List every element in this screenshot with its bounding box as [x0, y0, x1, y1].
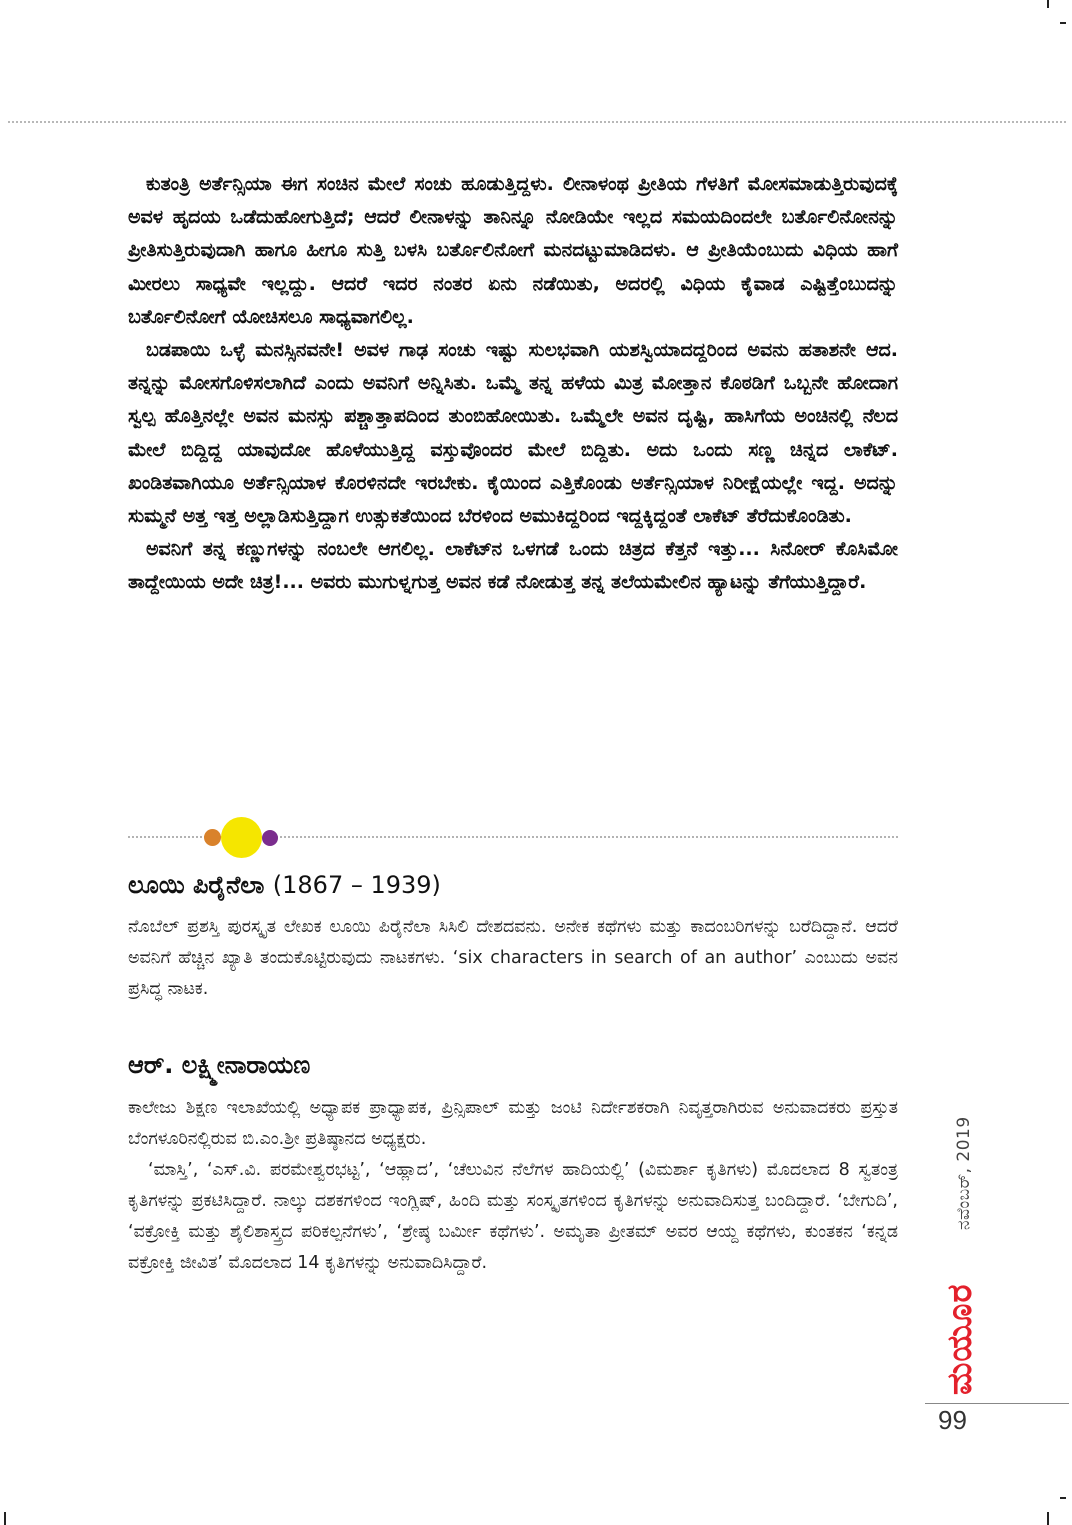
author-heading — [128, 870, 441, 900]
story-text — [128, 168, 898, 600]
magazine-logo: ಮಯೂರ — [940, 1283, 980, 1395]
bio-paragraph: ನೊಬೆಲ್ ಪ್ರಶಸ್ತಿ ಪುರಸ್ಕೃತ ಲೇಖಕ ಲೂಯಿ ಪಿರೈನೆಲಾ ಸಿಸಿಲಿ ದೇಶದವನು. ಅನೇಕ ಕಥೆಗಳು ಮತ್ತು ಕಾದಂಬರಿಗಳನ್ನು ಬರೆದಿದ್ದಾನೆ. ಆದರೆ ಅವನಿಗೆ ಹೆಚ್ಚಿನ ಖ್ಯಾತಿ ತಂದುಕೊಟ್ಟಿರುವುದು ನಾಟಕಗಳು. ‘six characters in search of an author’ ಎಂಬುದು ಅವನ ಪ್ರಸಿದ್ಧ ನಾಟಕ. — [128, 917, 898, 999]
translator-heading — [128, 1050, 310, 1080]
story-paragraph: ಕುತಂತ್ರಿ ಅರ್ತೆನ್ಸಿಯಾ ಈಗ ಸಂಚಿನ ಮೇಲೆ ಸಂಚು ಹೂಡುತ್ತಿದ್ದಳು. ಲೀನಾಳಂಥ ಪ್ರೀತಿಯ ಗೆಳತಿಗೆ ಮೋಸಮಾಡುತ್ತಿರುವುದಕ್ಕೆ ಅವಳ ಹೃದಯ ಒಡೆದುಹೋಗುತ್ತಿದೆ; ಆದರೆ ಲೀನಾಳನ್ನು ತಾನಿನ್ನೂ ನೋಡಿಯೇ ಇಲ್ಲದ ಸಮಯದಿಂದಲೇ ಬರ್ತೊಲಿನೋನನ್ನು ಪ್ರೀತಿಸುತ್ತಿರುವುದಾಗಿ ಹಾಗೂ ಹೀಗೂ ಸುತ್ತಿ ಬಳಸಿ ಬರ್ತೊಲಿನೋಗೆ ಮನದಟ್ಟುಮಾಡಿದಳು. ಆ ಪ್ರೀತಿಯೆಂಬುದು ವಿಧಿಯ ಹಾಗೆ ಮೀರಲು ಸಾಧ್ಯವೇ ಇಲ್ಲದ್ದು. ಆದರೆ ಇದರ ನಂತರ ಏನು ನಡೆಯಿತು, ಅದರಲ್ಲಿ ವಿಧಿಯ ಕೈವಾಡ ಎಷ್ಟಿತ್ತೆಂಬುದನ್ನು ಬರ್ತೊಲಿನೋಗೆ ಯೋಚಿಸಲೂ ಸಾಧ್ಯವಾಗಲಿಲ್ಲ. — [128, 173, 898, 328]
crop-mark — [4, 1512, 6, 1525]
orange-dot — [204, 829, 221, 846]
page-number: 99 — [938, 1405, 967, 1435]
page-number-rule — [925, 1403, 1069, 1404]
translator-bio — [128, 1093, 898, 1279]
crop-mark — [1060, 22, 1066, 24]
translator-name: ಆರ್. ಲಕ್ಷ್ಮೀನಾರಾಯಣ — [128, 1051, 311, 1079]
story-paragraph: ಅವನಿಗೆ ತನ್ನ ಕಣ್ಣುಗಳನ್ನು ನಂಬಲೇ ಆಗಲಿಲ್ಲ. ಲಾಕೆಟ್‍ನ ಒಳಗಡೆ ಒಂದು ಚಿತ್ರದ ಕೆತ್ತನೆ ಇತ್ತು... ಸಿನೋರ್ ಕೊಸಿಮೋ ತಾದ್ದೇಯಿಯ ಅದೇ ಚಿತ್ರ!... ಅವರು ಮುಗುಳ್ನಗುತ್ತ ಅವನ ಕಡೆ ನೋಡುತ್ತ ತನ್ನ ತಲೆಯಮೇಲಿನ ಹ್ಯಾಟನ್ನು ತೆಗೆಯುತ್ತಿದ್ದಾರೆ. — [128, 538, 898, 594]
top-dotted-rule — [8, 121, 1066, 123]
yellow-dot — [221, 817, 262, 858]
crop-mark — [1060, 1497, 1066, 1499]
bio-paragraph: ಕಾಲೇಜು ಶಿಕ್ಷಣ ಇಲಾಖೆಯಲ್ಲಿ ಅಧ್ಯಾಪಕ ಪ್ರಾಧ್ಯಾಪಕ, ಪ್ರಿನ್ಸಿಪಾಲ್ ಮತ್ತು ಜಂಟಿ ನಿರ್ದೇಶಕರಾಗಿ ನಿವೃತ್ತರಾಗಿರುವ ಅನುವಾದಕರು ಪ್ರಸ್ತುತ ಬೆಂಗಳೂರಿನಲ್ಲಿರುವ ಬಿ.ಎಂ.ಶ್ರೀ ಪ್ರತಿಷ್ಠಾನದ ಅಧ್ಯಕ್ಷರು. — [128, 1098, 898, 1149]
story-paragraph: ಬಡಪಾಯಿ ಒಳ್ಳೆ ಮನಸ್ಸಿನವನೇ! ಅವಳ ಗಾಢ ಸಂಚು ಇಷ್ಟು ಸುಲಭವಾಗಿ ಯಶಸ್ವಿಯಾದದ್ದರಿಂದ ಅವನು ಹತಾಶನೇ ಆದ. ತನ್ನನ್ನು ಮೋಸಗೊಳಿಸಲಾಗಿದೆ ಎಂದು ಅವನಿಗೆ ಅನ್ನಿಸಿತು. ಒಮ್ಮೆ ತನ್ನ ಹಳೆಯ ಮಿತ್ರ ಮೋತ್ತಾನ ಕೊಠಡಿಗೆ ಒಬ್ಬನೇ ಹೋದಾಗ ಸ್ವಲ್ಪ ಹೊತ್ತಿನಲ್ಲೇ ಅವನ ಮನಸ್ಸು ಪಶ್ಚಾತ್ತಾಪದಿಂದ ತುಂಬಿಹೋಯಿತು. ಒಮ್ಮೆಲೇ ಅವನ ದೃಷ್ಟಿ, ಹಾಸಿಗೆಯ ಅಂಚಿನಲ್ಲಿ ನೆಲದ ಮೇಲೆ ಬಿದ್ದಿದ್ದ ಯಾವುದೋ ಹೊಳೆಯುತ್ತಿದ್ದ ವಸ್ತುವೊಂದರ ಮೇಲೆ ಬಿದ್ದಿತು. ಅದು ಒಂದು ಸಣ್ಣ ಚಿನ್ನದ ಲಾಕೆಟ್. ಖಂಡಿತವಾಗಿಯೂ ಅರ್ತೆನ್ಸಿಯಾಳ ಕೊರಳಿನದೇ ಇರಬೇಕು. ಕೈಯಿಂದ ಎತ್ತಿಕೊಂಡು ಅರ್ತೆನ್ಸಿಯಾಳ ನಿರೀಕ್ಷೆಯಲ್ಲೇ ಇದ್ದ. ಅದನ್ನು ಸುಮ್ಮನೆ ಅತ್ತ ಇತ್ತ ಅಲ್ಲಾಡಿಸುತ್ತಿದ್ದಾಗ ಉತ್ಸುಕತೆಯಿಂದ ಬೆರಳಿಂದ ಅಮುಕಿದ್ದರಿಂದ ಇದ್ದಕ್ಕಿದ್ದಂತೆ ಲಾಕೆಟ್ ತೆರೆದುಕೊಂಡಿತು. — [128, 339, 898, 528]
purple-dot — [262, 830, 278, 846]
bio-paragraph: ‘ಮಾಸ್ತಿ’, ‘ಎಸ್.ವಿ. ಪರಮೇಶ್ವರಭಟ್ಟ’, ‘ಆಹ್ಲಾದ’, ‘ಚೆಲುವಿನ ನೆಲೆಗಳ ಹಾದಿಯಲ್ಲಿ’ (ವಿಮರ್ಶಾ ಕೃತಿಗಳು) ಮೊದಲಾದ 8 ಸ್ವತಂತ್ರ ಕೃತಿಗಳನ್ನು ಪ್ರಕಟಿಸಿದ್ದಾರೆ. ನಾಲ್ಕು ದಶಕಗಳಿಂದ ಇಂಗ್ಲಿಷ್, ಹಿಂದಿ ಮತ್ತು ಸಂಸ್ಕೃತಗಳಿಂದ ಕೃತಿಗಳನ್ನು ಅನುವಾದಿಸುತ್ತ ಬಂದಿದ್ದಾರೆ. ‘ಬೇಗುದಿ’, ‘ವಕ್ರೋಕ್ತಿ ಮತ್ತು ಶೈಲಿಶಾಸ್ತ್ರದ ಪರಿಕಲ್ಪನೆಗಳು’, ‘ಶ್ರೇಷ್ಠ ಬರ್ಮೀ ಕಥೆಗಳು’. ಅಮೃತಾ ಪ್ರೀತಮ್ ಅವರ ಆಯ್ದ ಕಥೆಗಳು, ಕುಂತಕನ ‘ಕನ್ನಡ ವಕ್ರೋಕ್ತಿ ಜೀವಿತ’ ಮೊದಲಾದ 14 ಕೃತಿಗಳನ್ನು ಅನುವಾದಿಸಿದ್ದಾರೆ. — [128, 1160, 898, 1273]
author-name: ಲೂಯಿ ಪಿರೈನೆಲಾ — [128, 871, 265, 899]
issue-date: ನವೆಂಬರ್, 2019 — [954, 1116, 974, 1230]
author-years: (1867 – 1939) — [272, 871, 441, 899]
crop-mark — [1047, 0, 1049, 8]
crop-mark — [1047, 1512, 1049, 1525]
author-bio — [128, 912, 898, 1005]
